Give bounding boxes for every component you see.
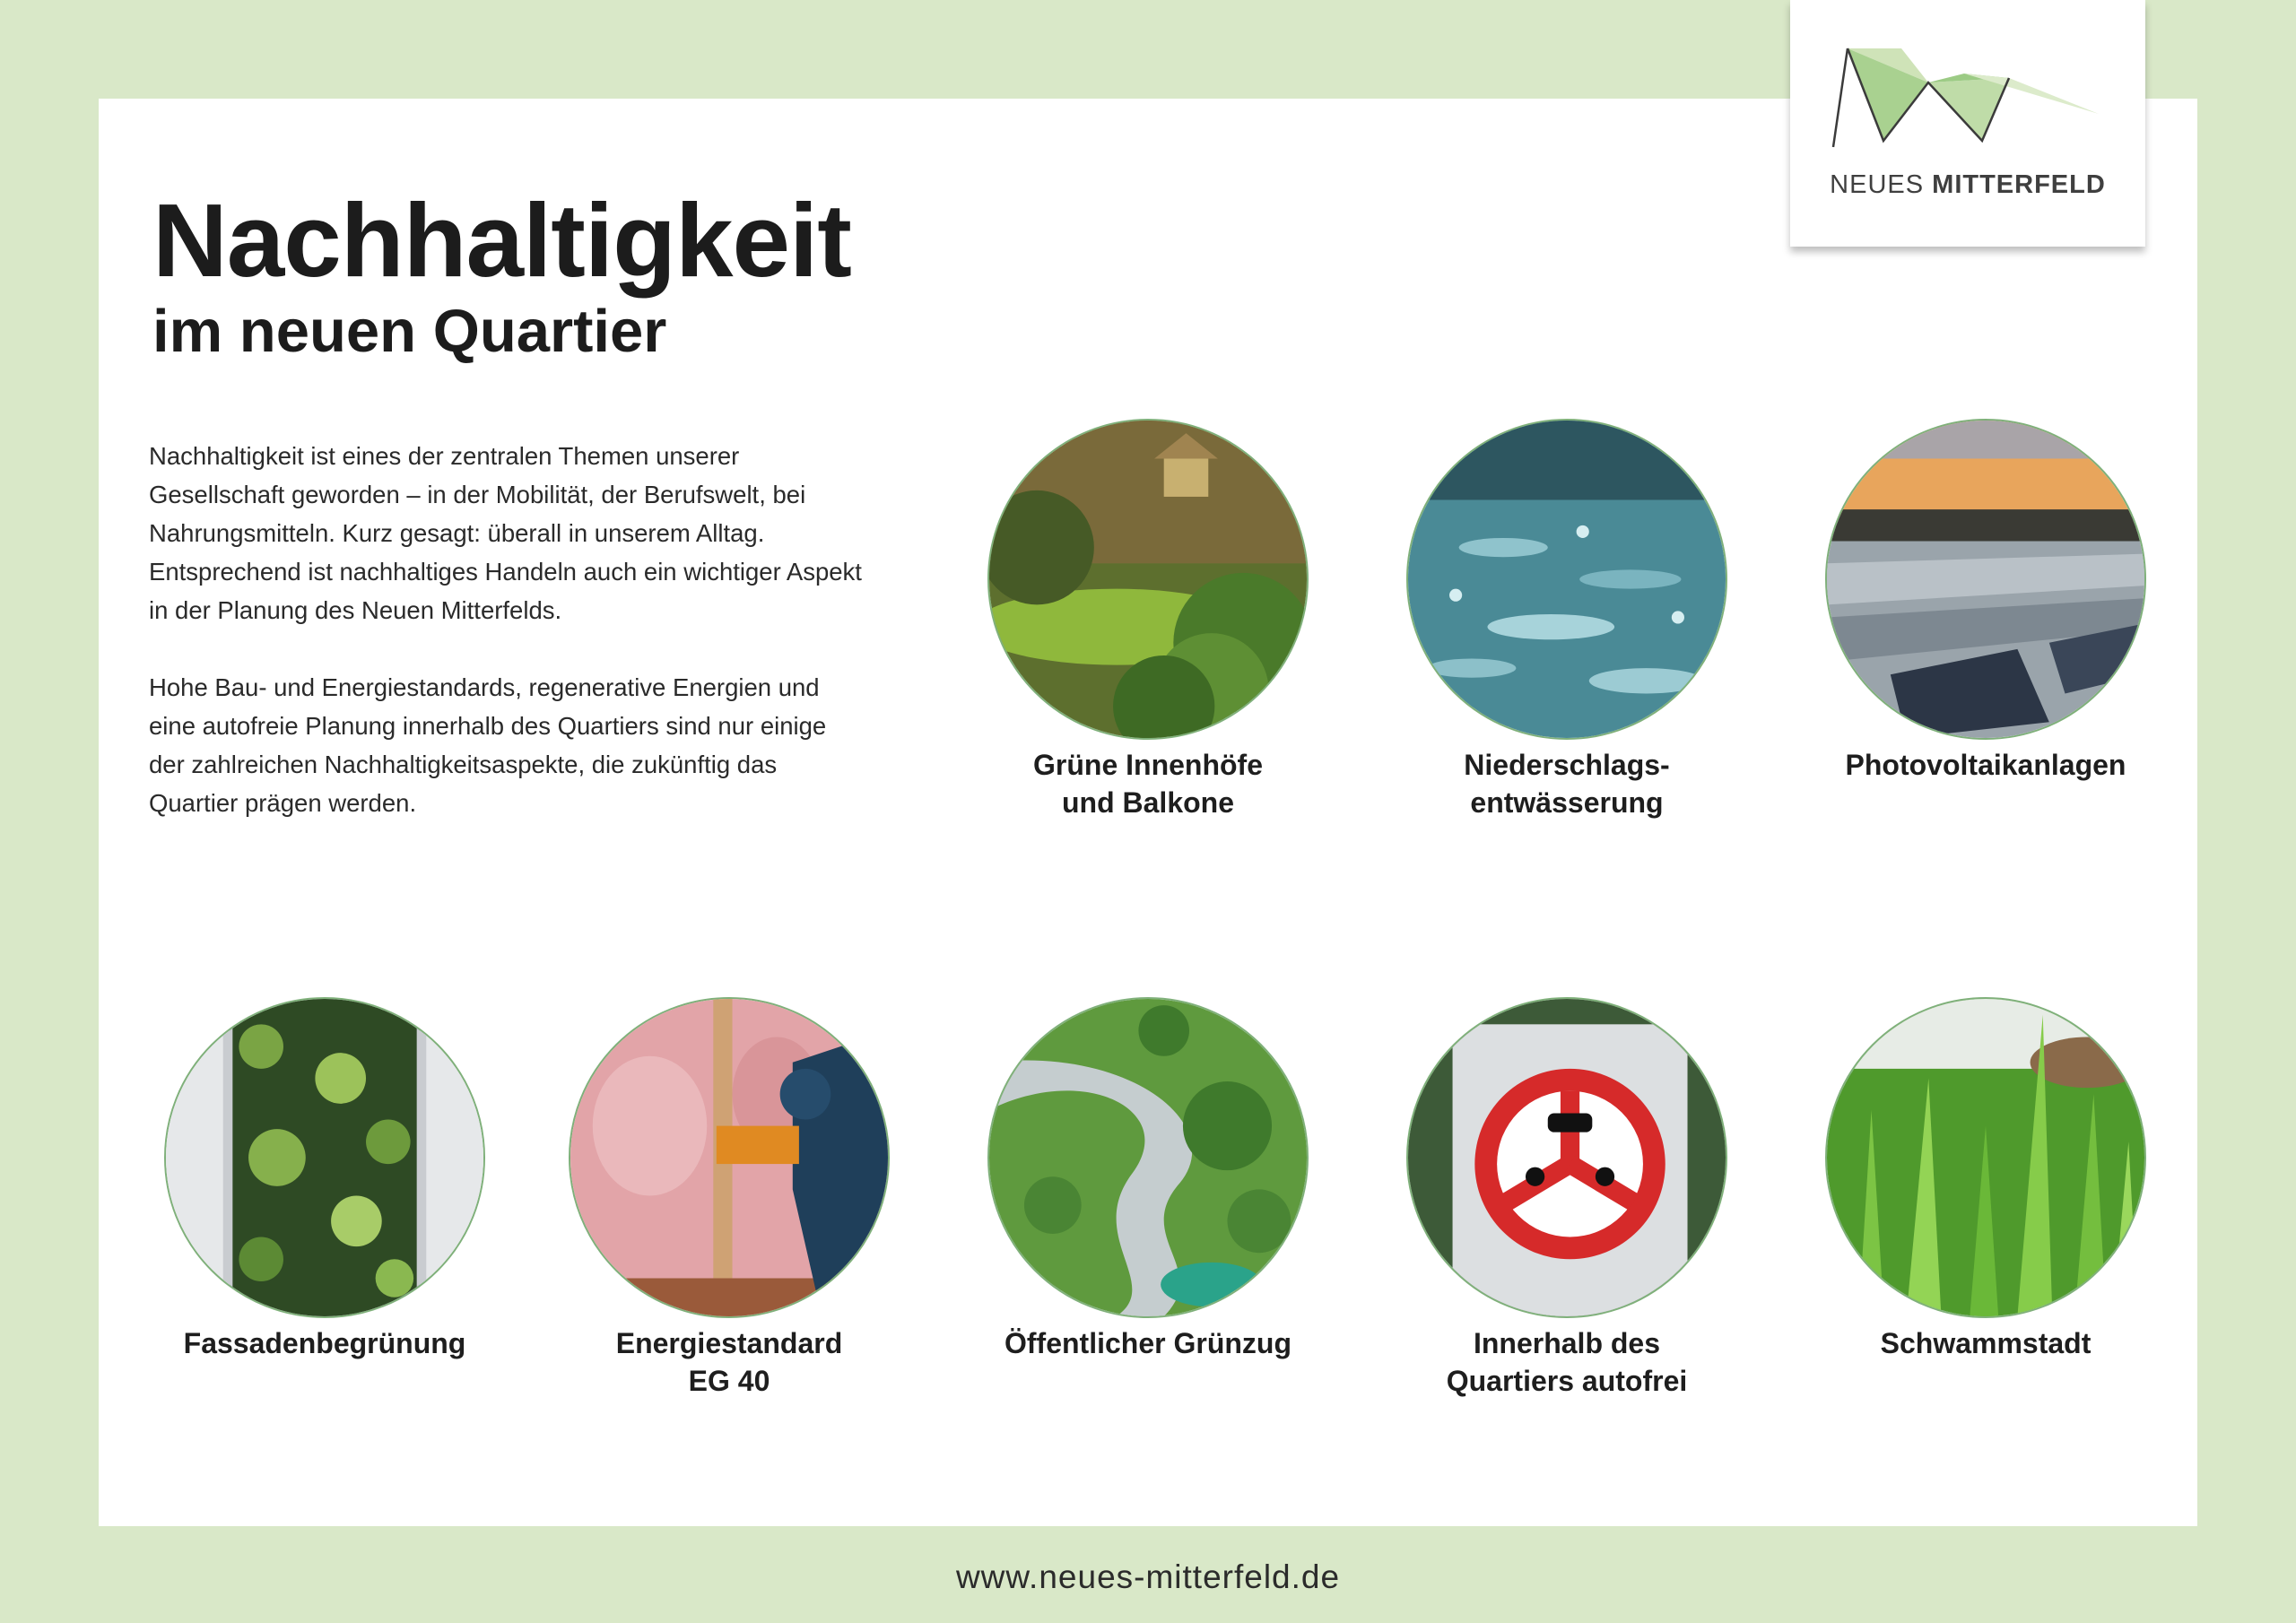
intro-paragraph-1: Nachhaltigkeit ist eines der zentralen Themen unserer Gesellschaft geworden – in der Mobilität, der Berufswelt, bei Nahrungsmitteln. Kurz gesagt: überall in unserem Alltag. Entsprechend ist nachhaltiges Handeln auch ein wichtiger Aspekt in der Planung des Neuen Mitterfelds. xyxy=(149,442,862,624)
topic-label: Grüne Innenhöfe und Balkone xyxy=(1033,749,1263,819)
intro-paragraph-2: Hohe Bau- und Energiestandards, regenerative Energien und eine autofreie Planung innerhalb des Quartiers sind nur einige der zahlreichen Nachhaltigkeitsaspekte, die zukünftig das Quartier prägen werden. xyxy=(149,673,827,817)
grass-photo xyxy=(1825,997,2146,1318)
logo-wordmark xyxy=(1790,170,2145,200)
rain-water-photo xyxy=(1406,419,1727,740)
topic-label: Öffentlicher Grünzug xyxy=(1004,1327,1292,1359)
page-subtitle: im neuen Quartier xyxy=(152,298,667,365)
logo-word-neues: NEUES xyxy=(1830,170,1925,199)
mountain-logo-icon xyxy=(1830,47,2108,154)
logo-card xyxy=(1790,0,2145,247)
topic-label: Energiestandard EG 40 xyxy=(615,1327,843,1397)
solar-roof-photo xyxy=(1825,419,2146,740)
topic-label: Photovoltaikanlagen xyxy=(1845,749,2126,781)
website-link[interactable]: www.neues-mitterfeld.de xyxy=(955,1558,1341,1595)
topic-label: Niederschlags- entwässerung xyxy=(1464,749,1670,819)
topic-label: Schwammstadt xyxy=(1880,1327,2092,1359)
green-facade-photo xyxy=(164,997,485,1318)
park-aerial-photo xyxy=(987,997,1309,1318)
garden-photo xyxy=(987,419,1309,740)
topic-label: Innerhalb des Quartiers autofrei xyxy=(1446,1327,1688,1397)
page-title: Nachhaltigkeit xyxy=(152,182,851,299)
logo-word-mitterfeld: MITTERFELD xyxy=(1932,170,2106,199)
insulation-photo xyxy=(569,997,890,1318)
topic-label: Fassadenbegrünung xyxy=(183,1327,466,1359)
no-vehicles-sign-photo xyxy=(1406,997,1727,1318)
